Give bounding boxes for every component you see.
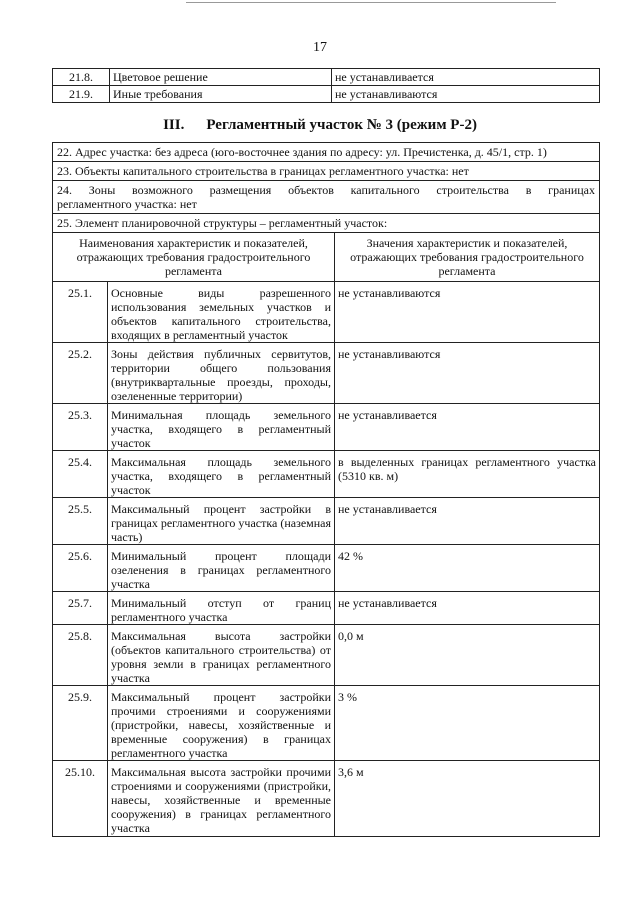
table-row bbox=[53, 404, 600, 451]
row-value: не устанавливается bbox=[332, 69, 600, 86]
row-number: 21.8. bbox=[53, 69, 110, 86]
table-row bbox=[53, 181, 600, 214]
row-number: 25.10. bbox=[53, 761, 108, 837]
table-row bbox=[53, 592, 600, 625]
row-number: 25.9. bbox=[53, 686, 108, 761]
page-number: 17 bbox=[313, 40, 327, 55]
table-row bbox=[53, 761, 600, 837]
table-row bbox=[53, 143, 600, 162]
table-row bbox=[53, 545, 600, 592]
row-value: 42 % bbox=[335, 545, 600, 592]
row-number: 25.8. bbox=[53, 625, 108, 686]
item-23: 23. Объекты капитального строительства в границах регламентного участка: нет bbox=[53, 162, 600, 181]
row-value: не устанавливаются bbox=[335, 343, 600, 404]
row-name: Максимальная высота застройки прочими строениями и сооружениями (пристройки, навесы, хозяйственные и временные сооружения) в границах регламентного участка bbox=[108, 761, 335, 837]
table-header-row bbox=[53, 233, 600, 282]
row-value: не устанавливаются bbox=[332, 86, 600, 103]
item-24-line1: 24. Зоны возможного размещения объектов капитального строительства в границах bbox=[57, 183, 595, 197]
row-value: 0,0 м bbox=[335, 625, 600, 686]
table-row bbox=[53, 214, 600, 233]
header-col-values: Значения характеристик и показателей, отражающих требования градостроительного регламента bbox=[335, 233, 600, 282]
row-name: Иные требования bbox=[110, 86, 332, 103]
table-row bbox=[53, 451, 600, 498]
regulation-table bbox=[52, 142, 600, 837]
table-row bbox=[53, 343, 600, 404]
item-25: 25. Элемент планировочной структуры – регламентный участок: bbox=[53, 214, 600, 233]
item-24-line2: регламентного участка: нет bbox=[57, 197, 197, 211]
row-name: Максимальная площадь земельного участка, входящего в регламентный участок bbox=[108, 451, 335, 498]
table-row bbox=[53, 69, 600, 86]
row-number: 21.9. bbox=[53, 86, 110, 103]
section-heading bbox=[0, 117, 640, 134]
row-number: 25.7. bbox=[53, 592, 108, 625]
section-title: Регламентный участок № 3 (режим Р-2) bbox=[206, 117, 477, 133]
row-name: Цветовое решение bbox=[110, 69, 332, 86]
table-row bbox=[53, 498, 600, 545]
row-value: 3 % bbox=[335, 686, 600, 761]
table-row bbox=[53, 282, 600, 343]
top-rule bbox=[186, 2, 556, 3]
row-value: 3,6 м bbox=[335, 761, 600, 837]
row-name: Минимальная площадь земельного участка, входящего в регламентный участок bbox=[108, 404, 335, 451]
table-row bbox=[53, 625, 600, 686]
row-number: 25.5. bbox=[53, 498, 108, 545]
row-number: 25.1. bbox=[53, 282, 108, 343]
row-name: Минимальный отступ от границ регламентного участка bbox=[108, 592, 335, 625]
row-name: Минимальный процент площади озеленения в границах регламентного участка bbox=[108, 545, 335, 592]
row-number: 25.2. bbox=[53, 343, 108, 404]
row-number: 25.4. bbox=[53, 451, 108, 498]
row-value: не устанавливается bbox=[335, 404, 600, 451]
row-name: Максимальный процент застройки в границах регламентного участка (наземная часть) bbox=[108, 498, 335, 545]
item-22: 22. Адрес участка: без адреса (юго-восточнее здания по адресу: ул. Пречистенка, д. 45/1, стр. 1) bbox=[53, 143, 600, 162]
row-value: не устанавливается bbox=[335, 592, 600, 625]
table-row bbox=[53, 162, 600, 181]
row-number: 25.3. bbox=[53, 404, 108, 451]
table-row bbox=[53, 686, 600, 761]
header-col-names: Наименования характеристик и показателей, отражающих требования градостроительного регламента bbox=[53, 233, 335, 282]
item-24 bbox=[53, 181, 600, 214]
row-name: Зоны действия публичных сервитутов, территории общего пользования (внутриквартальные проезды, проходы, озелененные территории) bbox=[108, 343, 335, 404]
row-number: 25.6. bbox=[53, 545, 108, 592]
row-value: не устанавливаются bbox=[335, 282, 600, 343]
row-name: Основные виды разрешенного использования земельных участков и объектов капитального строительства, входящих в регламентный участок bbox=[108, 282, 335, 343]
row-value: не устанавливается bbox=[335, 498, 600, 545]
row-value: в выделенных границах регламентного участка (5310 кв. м) bbox=[335, 451, 600, 498]
section-roman: III. bbox=[163, 117, 185, 133]
row-name: Максимальная высота застройки (объектов капитального строительства) от уровня земли в границах регламентного участка bbox=[108, 625, 335, 686]
continuation-table bbox=[52, 68, 600, 103]
table-row bbox=[53, 86, 600, 103]
row-name: Максимальный процент застройки прочими строениями и сооружениями (пристройки, навесы, хозяйственные и временные сооружения) в границах регламентного участка bbox=[108, 686, 335, 761]
